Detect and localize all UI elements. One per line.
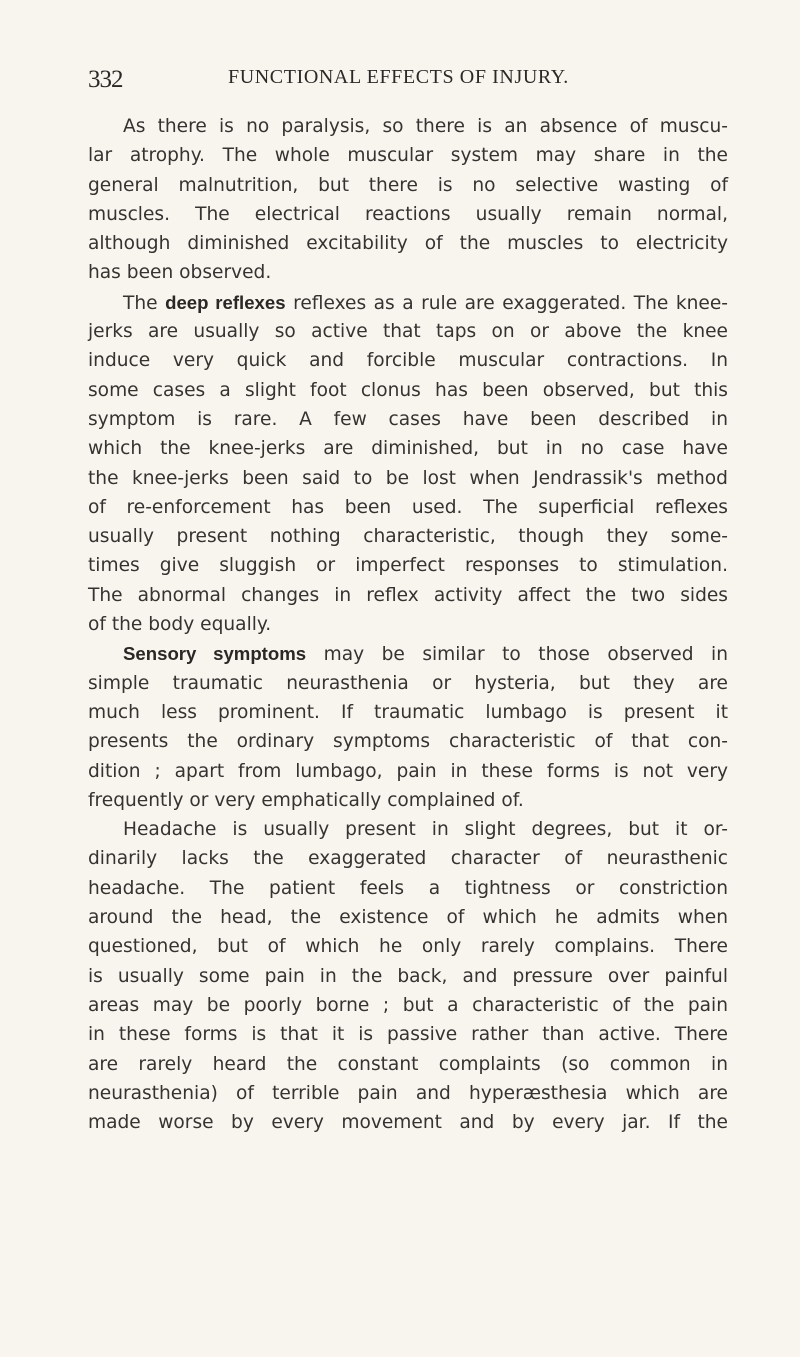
text-line: areas may be poorly borne ; but a characteristic of the pain — [88, 994, 728, 1016]
text-line: dinarily lacks the exaggerated character of neurasthenic — [88, 848, 728, 870]
text-line: times give sluggish or imperfect responses to stimulation. — [88, 555, 728, 577]
text-line: around the head, the existence of which he admits when — [88, 907, 728, 929]
body-text — [88, 112, 728, 1137]
text-line: usually present nothing characteristic, though they some- — [88, 526, 728, 548]
text-line: in these forms is that it is passive rather than active. There — [88, 1024, 728, 1046]
bold-term-deep-reflexes: deep reflexes — [165, 291, 286, 313]
text-line: the knee-jerks been said to be lost when Jendrassik's method — [88, 467, 728, 489]
text-line: which the knee-jerks are diminished, but in no case have — [88, 438, 728, 460]
text-line: simple traumatic neurasthenia or hysteria, but they are — [88, 672, 728, 694]
text-line: of the body equally. — [88, 614, 272, 636]
text-line-sensory-symptoms — [88, 639, 728, 668]
text-line: has been observed. — [88, 262, 272, 284]
text-line: lar atrophy. The whole muscular system may share in the — [88, 145, 728, 167]
text-line: Headache is usually present in slight degrees, but it or- — [123, 819, 728, 841]
text-line-remainder: reflexes as a rule are exaggerated. The knee- — [293, 292, 728, 314]
bold-term-sensory-symptoms: Sensory symptoms — [123, 643, 307, 665]
text-line: general malnutrition, but there is no selective wasting of — [88, 174, 728, 196]
text-line: induce very quick and forcible muscular contractions. In — [88, 350, 728, 372]
text-line-deep-reflexes — [88, 288, 728, 317]
page-number: 332 — [88, 66, 123, 93]
text-line: is usually some pain in the back, and pressure over painful — [88, 965, 728, 987]
paragraph-lead: The — [123, 292, 158, 314]
text-line: symptom is rare. A few cases have been described in — [88, 408, 728, 430]
text-line: headache. The patient feels a tightness or constriction — [88, 877, 728, 899]
page-header — [88, 66, 728, 106]
text-line: As there is no paralysis, so there is an absence of muscu- — [123, 116, 728, 137]
text-line: are rarely heard the constant complaints (so common in — [88, 1053, 728, 1075]
text-line: neurasthenia) of terrible pain and hyperæsthesia which are — [88, 1082, 728, 1104]
text-line: frequently or very emphatically complained of. — [88, 789, 524, 811]
text-line: of re-enforcement has been used. The superficial reflexes — [88, 496, 728, 518]
text-line: although diminished excitability of the muscles to electricity — [88, 233, 728, 255]
text-line: dition ; apart from lumbago, pain in these forms is not very — [88, 760, 728, 782]
text-line: muscles. The electrical reactions usually remain normal, — [88, 203, 728, 225]
text-line: much less prominent. If traumatic lumbago is present it — [88, 701, 728, 723]
text-line: some cases a slight foot clonus has been observed, but this — [88, 379, 728, 401]
text-line: made worse by every movement and by every jar. If the — [88, 1112, 728, 1134]
text-line: jerks are usually so active that taps on or above the knee — [88, 321, 728, 343]
text-line-remainder: may be similar to those observed in — [323, 644, 728, 666]
text-line: The abnormal changes in reflex activity affect the two sides — [88, 584, 728, 606]
text-line: questioned, but of which he only rarely complains. There — [88, 936, 728, 958]
text-line: presents the ordinary symptoms characteristic of that con- — [88, 731, 728, 753]
running-head: FUNCTIONAL EFFECTS OF INJURY. — [228, 66, 569, 88]
